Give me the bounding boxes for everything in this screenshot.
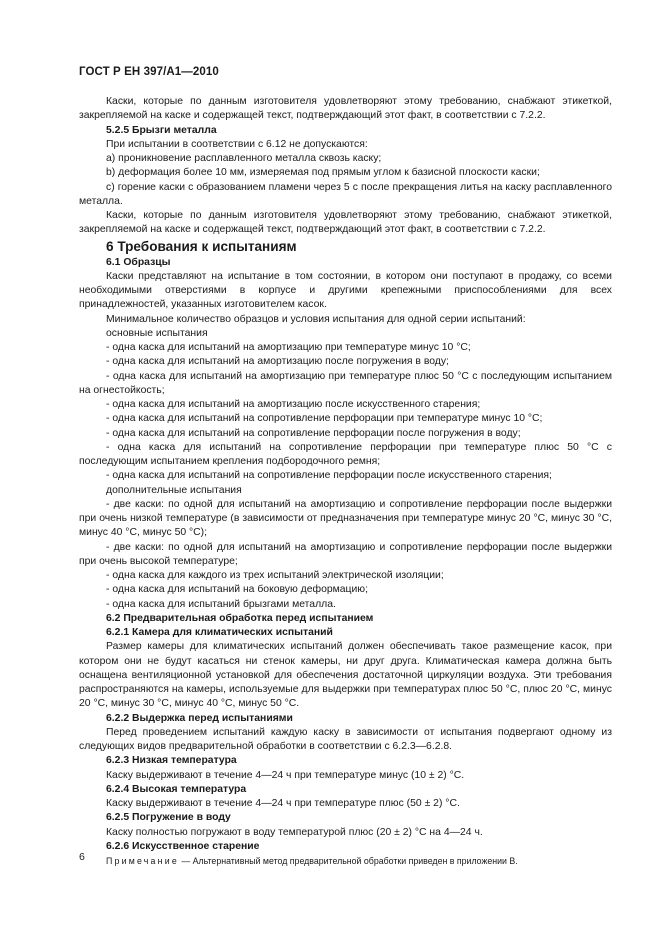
list-item: - две каски: по одной для испытаний на амортизацию и сопротивление перфорации после выдержки при очень высокой температуре; — [79, 541, 612, 567]
list-item: - одна каска для испытаний на сопротивление перфорации при температуре минус 10 °С; — [106, 413, 543, 425]
document-body — [79, 95, 612, 868]
note-text: — Альтернативный метод предварительной обработки приведен в приложении В. — [178, 856, 518, 866]
heading-6-2-3: 6.2.3 Низкая температура — [106, 755, 237, 767]
list-item: - одна каска для испытаний на боковую деформацию; — [106, 584, 368, 596]
heading-6-2-1: 6.2.1 Камера для климатических испытаний — [106, 627, 333, 638]
heading-6-2-2: 6.2.2 Выдержка перед испытаниями — [106, 712, 293, 724]
paragraph: Минимальное количество образцов и условия испытания для одной серии испытаний: — [106, 313, 526, 325]
list-item: - одна каска для испытаний на амортизацию при температуре плюс 50 °С с последующим испытанием на огнестойкость; — [79, 370, 612, 396]
list-item: - одна каска для испытаний на амортизацию после погружения в воду; — [106, 356, 449, 368]
section-heading-6: 6 Требования к испытаниям — [106, 238, 297, 254]
list-item: - одна каска для каждого из трех испытаний электрической изоляции; — [106, 570, 444, 581]
paragraph: Каски, которые по данным изготовителя удовлетворяют этому требованию, снабжают этикеткой, закрепляемой на каске и содержащей текст, подтверждающий этот факт, в соответствии с 7.2.2. — [79, 96, 612, 122]
list-item: c) горение каски с образованием пламени через 5 с после прекращения литья на каску расплавленного металла. — [79, 181, 612, 207]
list-item: b) деформация более 10 мм, измеряемая под прямым углом к базисной плоскости каски; — [106, 167, 540, 179]
paragraph: Перед проведением испытаний каждую каску в зависимости от испытания подвергают одному из следующих видов предварительной обработки в соответствии с 6.2.3—6.2.8. — [79, 726, 612, 752]
list-item: - одна каска для испытаний на амортизацию после искусственного старения; — [106, 399, 481, 410]
paragraph: Каску выдерживают в течение 4—24 ч при температуре плюс (50 ± 2) °С. — [106, 798, 460, 809]
heading-6-2: 6.2 Предварительная обработка перед испытанием — [106, 612, 374, 624]
note — [79, 854, 612, 868]
note-label: Примечание — [106, 856, 179, 866]
paragraph: Каски представляют на испытание в том состоянии, в котором они поступают в продажу, со всеми необходимыми отверстиями в корпусе и другими крепежными приспособлениями для всех принадлежностей, указанных изготовителем касок. — [79, 270, 612, 311]
paragraph: Каску полностью погружают в воду температурой плюс (20 ± 2) °С на 4—24 ч. — [106, 826, 483, 838]
document-header: ГОСТ Р ЕН 397/А1—2010 — [79, 66, 219, 78]
list-item: - одна каска для испытаний на сопротивление перфорации после искусственного старения; — [106, 470, 552, 482]
paragraph: При испытании в соответствии с 6.12 не допускаются: — [106, 138, 368, 150]
paragraph: Каску выдерживают в течение 4—24 ч при температуре минус (10 ± 2) °С. — [106, 769, 465, 781]
heading-6-2-4: 6.2.4 Высокая температура — [106, 783, 247, 795]
list-item: a) проникновение расплавленного металла сквозь каску; — [106, 153, 382, 164]
paragraph: Размер камеры для климатических испытаний должен обеспечивать такое размещение касок, при котором они не будут касаться ни стенок камеры, ни друг друга. Климатическая камера должна быть оснащена вентиляционной установкой для обеспечения достаточной циркуляции воздуха. Эти требования распространяются на камеры, используемые для выдержки при температурах плюс 50 °С, плюс 20 °С, минус 20 °С, минус 30 °С, минус 40 °С, минус 50 °С. — [79, 641, 612, 710]
list-item: - одна каска для испытаний на сопротивление перфорации при температуре плюс 50 °С с последующим испытанием крепления подбородочного ремня; — [79, 441, 612, 467]
list-item: - одна каска для испытаний брызгами металла. — [106, 598, 336, 610]
heading-6-1: 6.1 Образцы — [106, 256, 171, 268]
page-number: 6 — [79, 851, 85, 863]
heading-6-2-6: 6.2.6 Искусственное старение — [106, 840, 260, 852]
list-item: - одна каска для испытаний на амортизацию при температуре минус 10 °С; — [106, 342, 471, 353]
list-item: - одна каска для испытаний на сопротивление перфорации после погружения в воду; — [106, 427, 521, 439]
list-heading: основные испытания — [106, 327, 208, 339]
list-item: - две каски: по одной для испытаний на амортизацию и сопротивление перфорации после выдержки при очень низкой температуре (в зависимости от предназначения при температуре минус 20 °С, минус 30 °С, минус 40 °С, минус 50 °С); — [79, 498, 612, 539]
list-heading: дополнительные испытания — [106, 484, 242, 496]
heading-6-2-5: 6.2.5 Погружение в воду — [106, 812, 231, 824]
heading-5-2-5: 5.2.5 Брызги металла — [106, 124, 217, 136]
paragraph: Каски, которые по данным изготовителя удовлетворяют этому требованию, снабжают этикеткой, закрепляемой на каске и содержащей текст, подтверждающий этот факт, в соответствии с 7.2.2. — [79, 210, 612, 236]
